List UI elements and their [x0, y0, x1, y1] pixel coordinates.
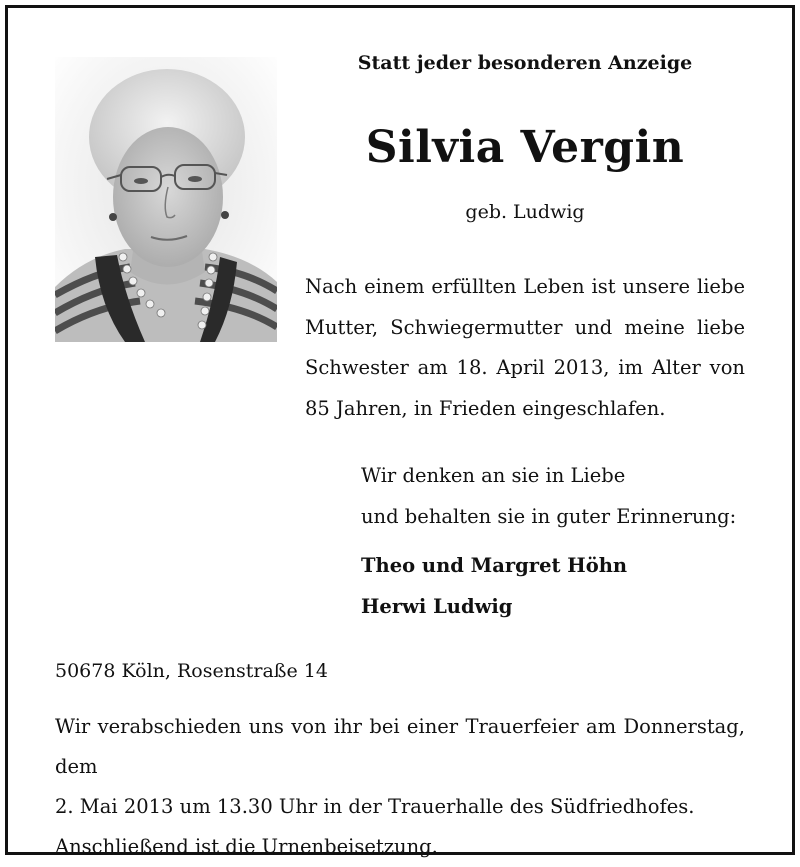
obituary-message	[305, 267, 745, 429]
service-line: Anschließend ist die Urnenbeisetzung.	[55, 835, 438, 858]
signer-name: Theo und Margret Höhn	[361, 554, 628, 577]
message-line: Nach einem erfüllten Leben ist unsere liebe	[305, 275, 745, 298]
service-line: 2. Mai 2013 um 13.30 Uhr in der Trauerhalle des Südfriedhofes.	[55, 795, 695, 818]
memory-line: Wir denken an sie in Liebe	[361, 464, 626, 487]
signer-name: Herwi Ludwig	[361, 595, 513, 618]
memory-line: und behalten sie in guter Erinnerung:	[361, 504, 737, 528]
service-line: Wir verabschieden uns von ihr bei einer Trauerfeier am Donnerstag, dem	[55, 715, 745, 778]
message-line: Mutter, Schwiegermutter und meine liebe	[305, 315, 745, 339]
deceased-name: Silvia Vergin	[365, 122, 685, 173]
signers	[361, 545, 627, 627]
message-line: 85 Jahren, in Frieden eingeschlafen.	[305, 396, 666, 420]
memory-text	[361, 456, 736, 537]
service-info	[55, 707, 745, 867]
address: 50678 Köln, Rosenstraße 14	[55, 660, 328, 682]
portrait-photo	[55, 57, 277, 342]
maiden-name: geb. Ludwig	[465, 201, 585, 223]
notice-header: Statt jeder besonderen Anzeige	[357, 52, 693, 74]
message-line: Schwester am 18. April 2013, im Alter von	[305, 356, 745, 379]
